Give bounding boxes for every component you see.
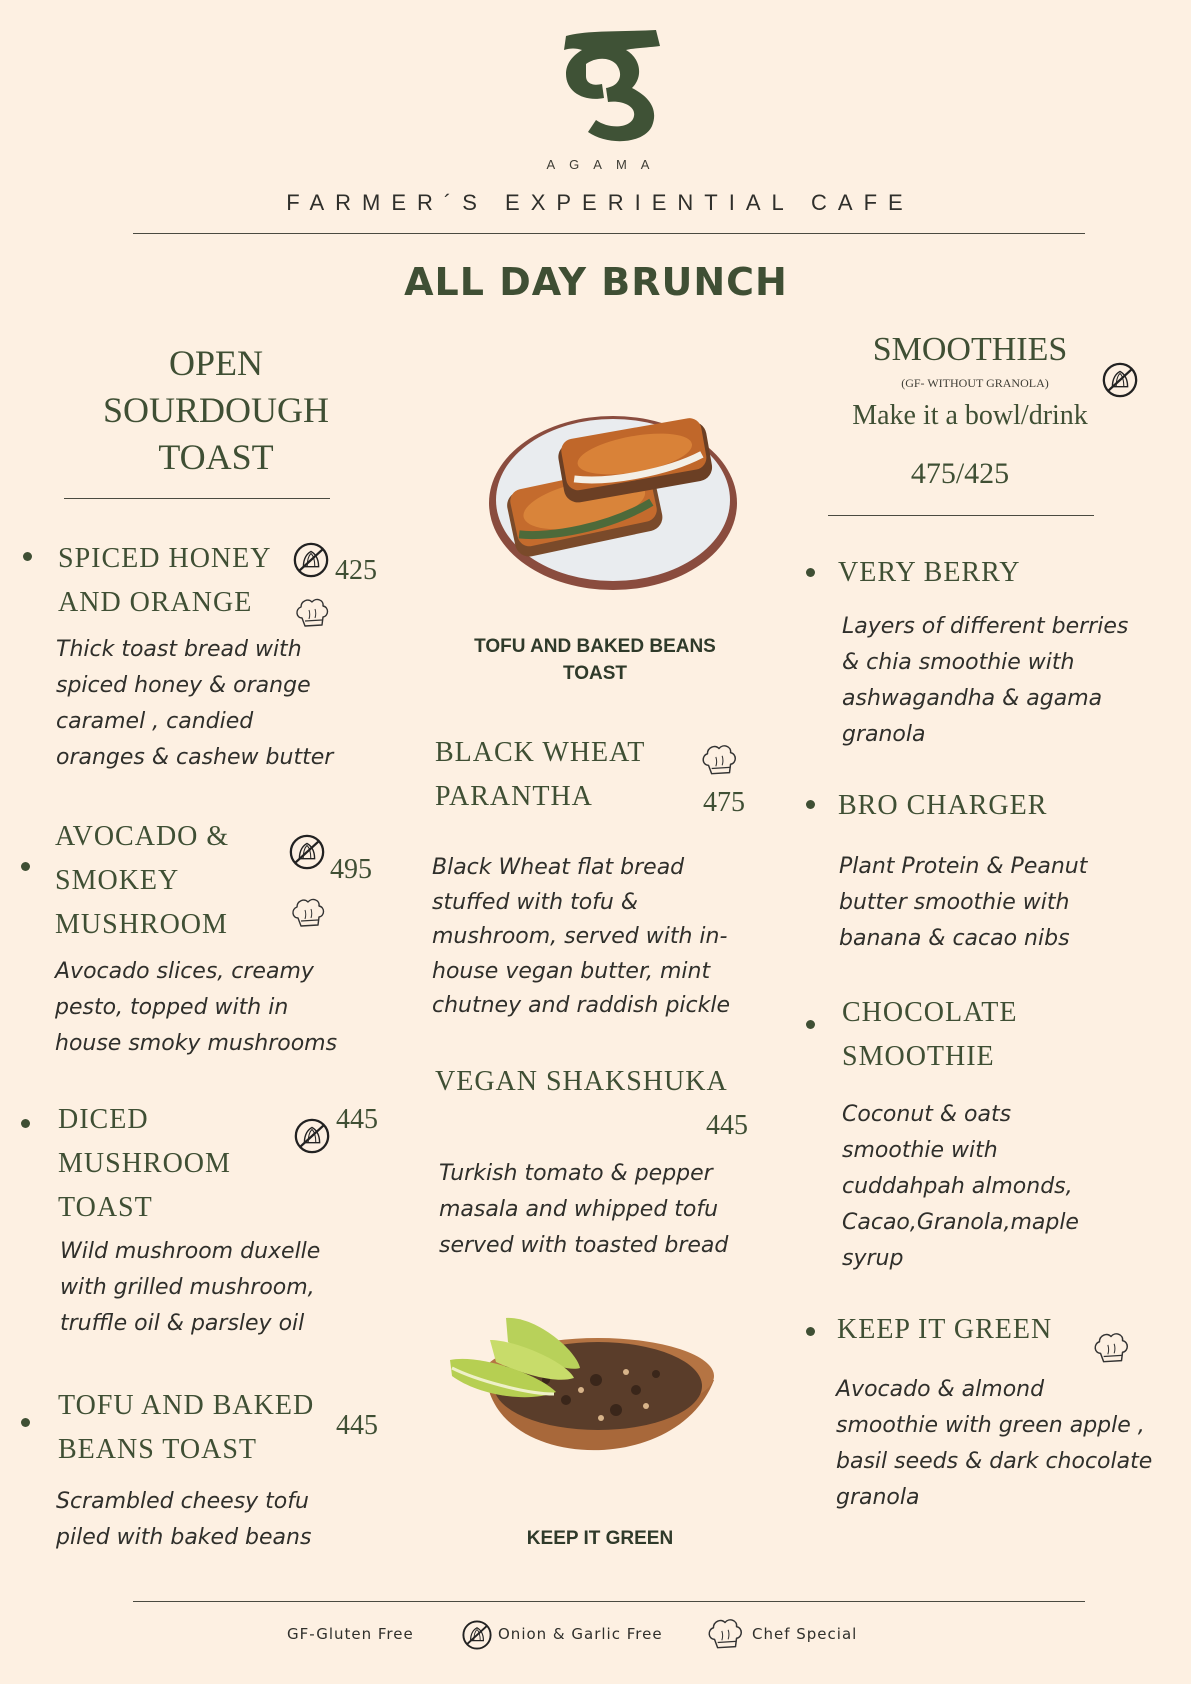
onion-garlic-free-icon (288, 833, 326, 871)
smoothies-heading: SMOOTHIES (872, 331, 1068, 368)
item-avocado-name: AVOCADO & SMOKEY MUSHROOM (55, 821, 230, 940)
item-description: Black Wheat flat bread stuffed with tofu & mushroom, served with in- house vegan butter, mint chutney and raddish pickle (432, 855, 731, 1018)
legend-gluten-free: GF-Gluten Free (287, 1625, 414, 1643)
item-description: Coconut & oats smoothie with cuddahpah almonds, Cacao,Granola,maple syrup (842, 1102, 1079, 1271)
item-description: Turkish tomato & pepper masala and whipped tofu served with toasted bread (439, 1161, 729, 1258)
bullet (806, 568, 815, 577)
header-divider (133, 233, 1085, 234)
chef-special-icon (288, 894, 328, 930)
smoothies-price: 475/425 (910, 457, 1010, 490)
gluten-free-note: (GF- WITHOUT GRANOLA) (901, 376, 1049, 390)
brand-name: AGAMA (546, 157, 664, 172)
chef-special-icon (1090, 1328, 1132, 1366)
cafe-name: FARMER´S EXPERIENTIAL CAFE (286, 190, 914, 215)
onion-garlic-free-icon (293, 1117, 331, 1155)
item-description: Plant Protein & Peanut butter smoothie with banana & cacao nibs (839, 854, 1088, 951)
item-diced-mushroom-name: DICED MUSHROOM TOAST (58, 1104, 231, 1223)
item-keep-it-green-name: KEEP IT GREEN (837, 1314, 1053, 1345)
onion-garlic-free-icon (461, 1619, 493, 1651)
item-price: 445 (336, 1410, 378, 1441)
chef-special-icon (698, 740, 740, 778)
item-description: Layers of different berries & chia smoothie with ashwagandha & agama granola (842, 614, 1129, 747)
bullet (21, 1119, 30, 1128)
smoothies-heading-divider (828, 515, 1094, 516)
onion-garlic-free-icon (292, 541, 330, 579)
keep-it-green-bowl-photo (446, 1310, 716, 1496)
item-chocolate-smoothie-name: CHOCOLATE SMOOTHIE (842, 997, 1018, 1072)
item-description: Avocado & almond smoothie with green apple , basil seeds & dark chocolate granola (836, 1377, 1153, 1510)
bullet (806, 1020, 815, 1029)
item-price: 495 (330, 854, 372, 885)
item-spiced-honey-name: SPICED HONEY AND ORANGE (58, 543, 272, 618)
item-description: Wild mushroom duxelle with grilled mushroom, truffle oil & parsley oil (60, 1239, 321, 1336)
item-price: 445 (706, 1110, 748, 1141)
chef-special-icon (704, 1614, 746, 1652)
chef-special-icon (292, 594, 332, 630)
bullet (806, 1327, 815, 1336)
bullet (21, 1418, 30, 1427)
bullet (23, 552, 32, 561)
toast-section-heading: OPEN SOURDOUGH TOAST (102, 343, 330, 477)
agama-logo (548, 28, 664, 148)
menu-title: ALL DAY BRUNCH (404, 260, 788, 304)
item-description: Thick toast bread with spiced honey & orange caramel , candied oranges & cashew butter (56, 637, 334, 770)
tofu-beans-toast-photo (487, 408, 739, 594)
legend-onion-garlic-free: Onion & Garlic Free (498, 1625, 663, 1643)
item-vegan-shakshuka-name: VEGAN SHAKSHUKA (435, 1066, 728, 1097)
bullet (806, 800, 815, 809)
legend-chef-special: Chef Special (752, 1625, 858, 1643)
item-black-wheat-name: BLACK WHEAT PARANTHA (435, 737, 646, 812)
onion-garlic-free-icon (1101, 361, 1139, 399)
item-bro-charger-name: BRO CHARGER (838, 790, 1048, 821)
footer-divider (133, 1601, 1085, 1602)
item-description: Avocado slices, creamy pesto, topped with in house smoky mushrooms (55, 959, 338, 1056)
item-tofu-beans-name: TOFU AND BAKED BEANS TOAST (58, 1390, 315, 1465)
bullet (21, 862, 30, 871)
item-price: 425 (335, 555, 377, 586)
item-price: 445 (336, 1104, 378, 1135)
toast-heading-divider (64, 498, 330, 499)
photo-label: KEEP IT GREEN (526, 1528, 674, 1549)
item-description: Scrambled cheesy tofu piled with baked beans (56, 1489, 312, 1550)
photo-label: TOFU AND BAKED BEANS TOAST (474, 636, 716, 684)
smoothies-subheading: Make it a bowl/drink (852, 400, 1088, 431)
item-very-berry-name: VERY BERRY (838, 557, 1021, 588)
item-price: 475 (703, 787, 745, 818)
